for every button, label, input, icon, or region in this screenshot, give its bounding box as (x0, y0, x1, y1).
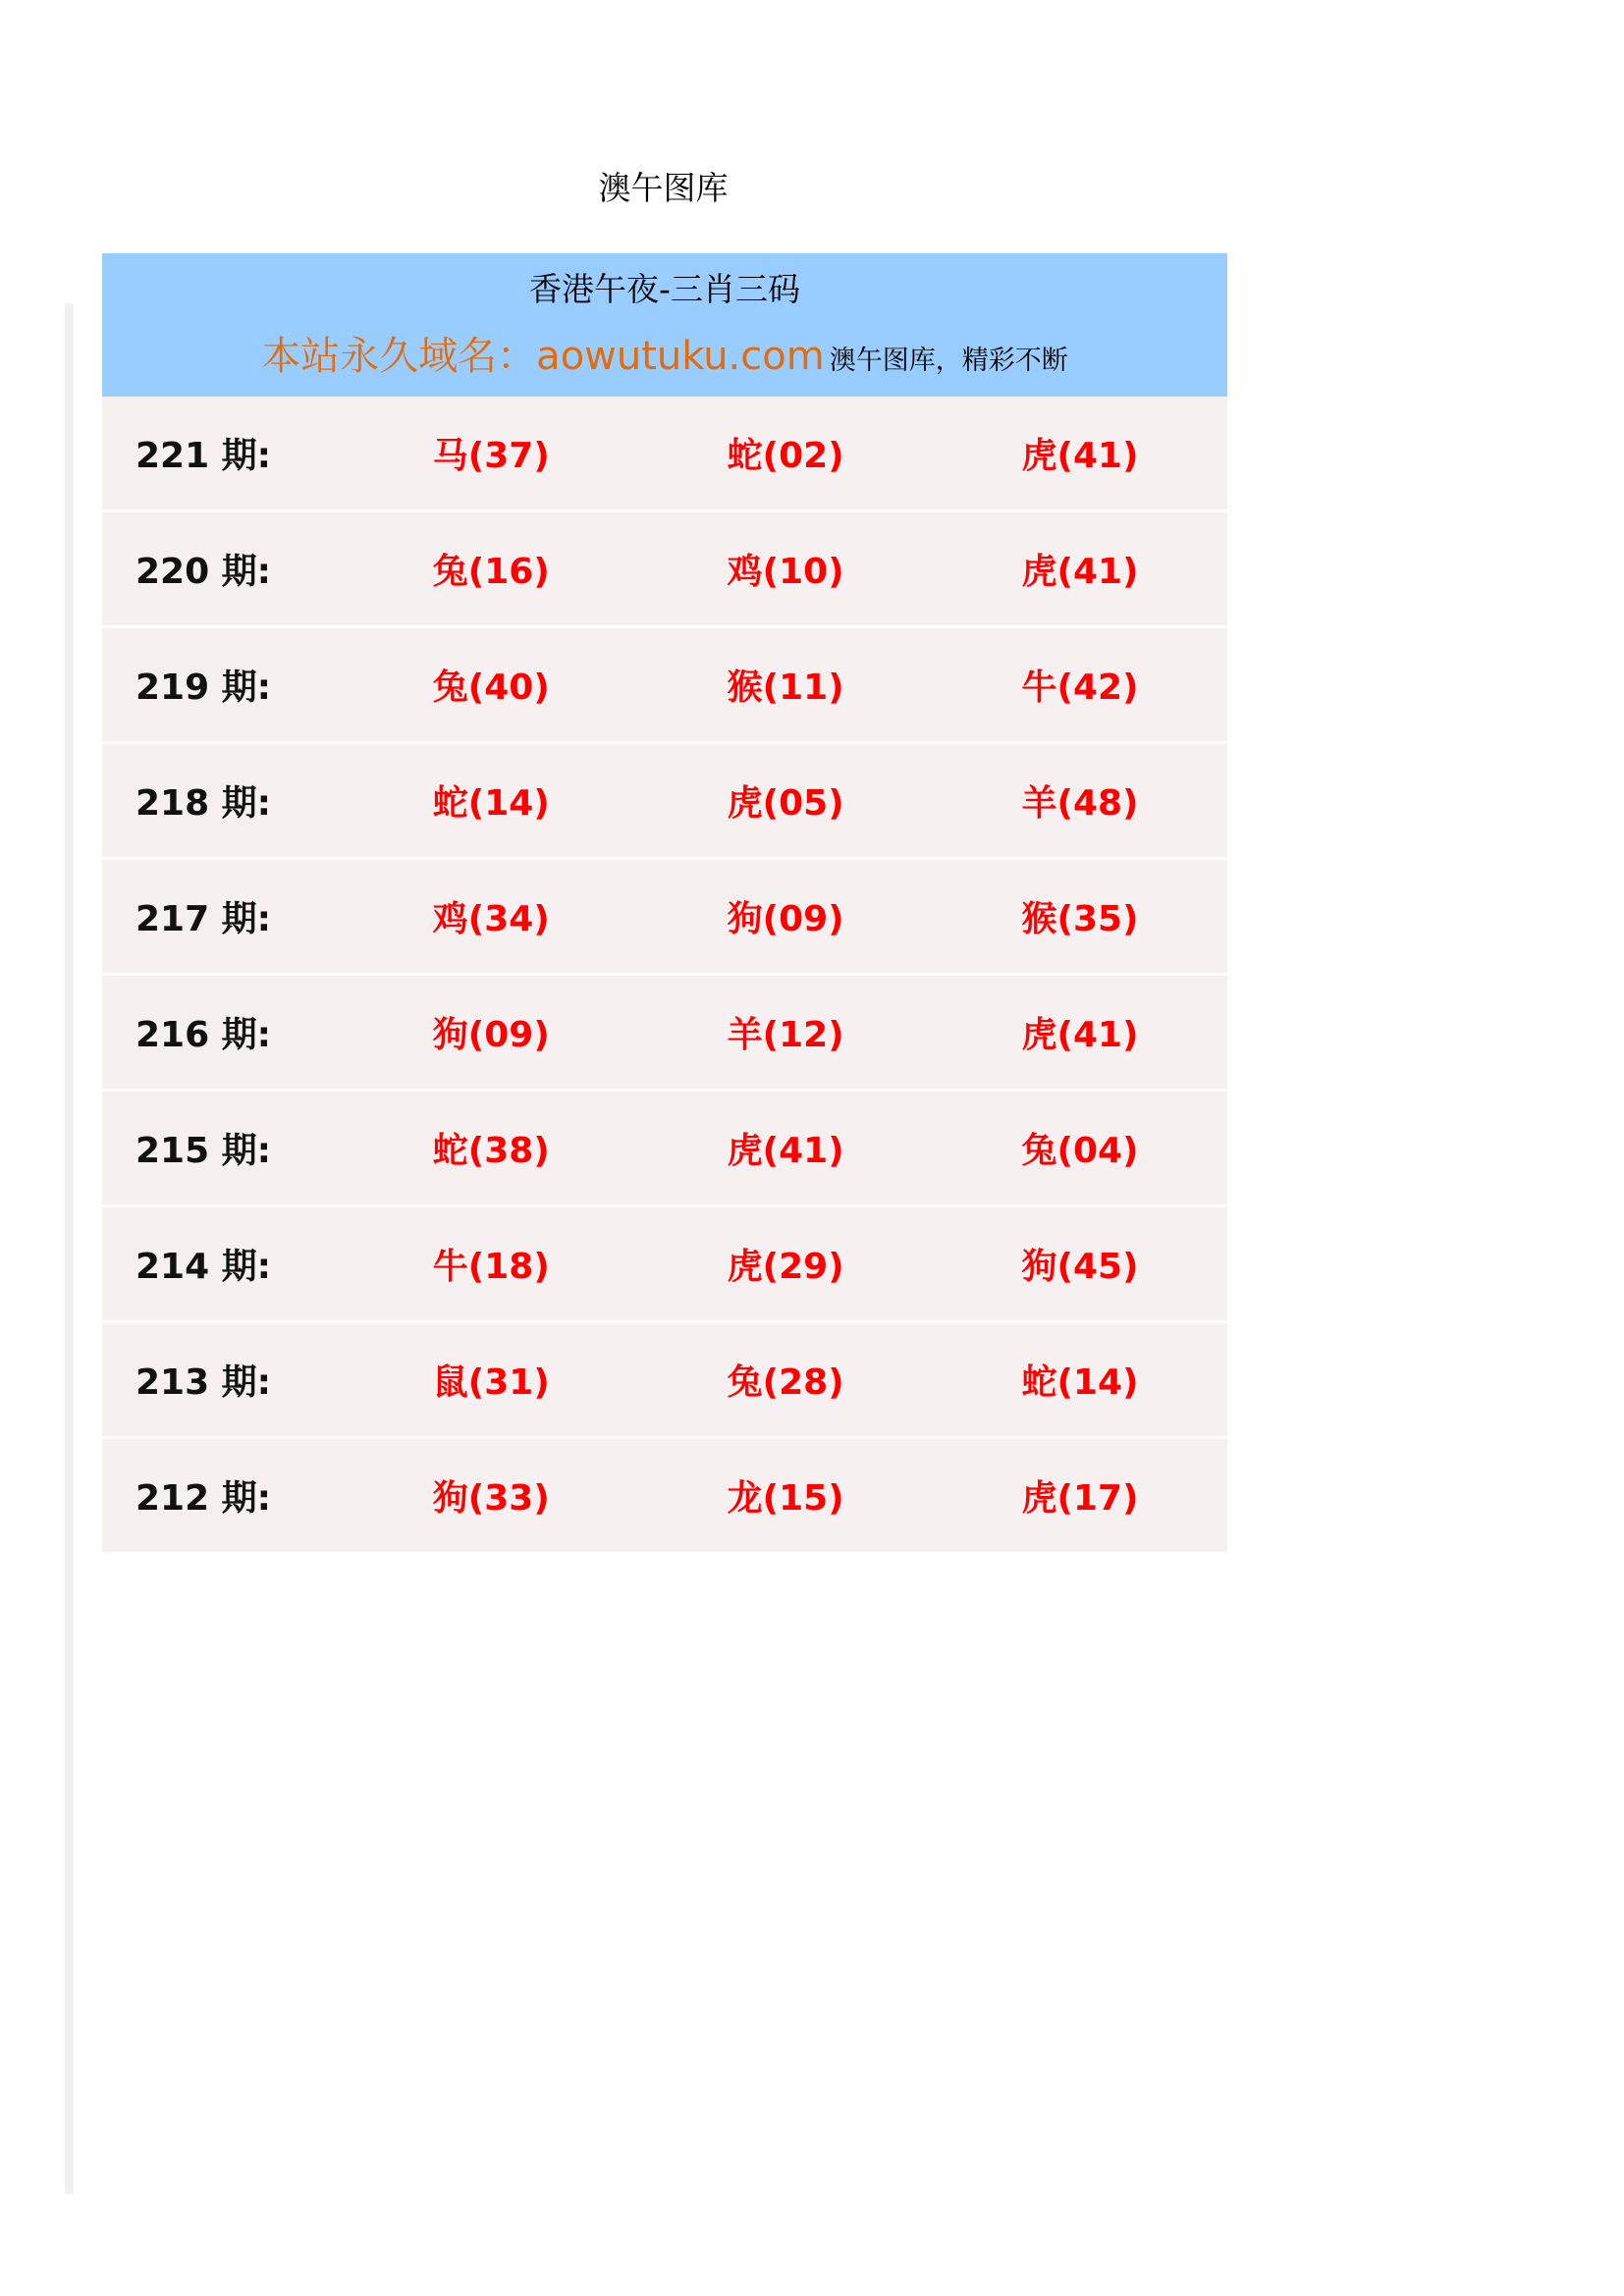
pick-3: 牛(42) (1021, 667, 1139, 708)
table-row (102, 1092, 1227, 1207)
sheet-title: 香港午夜-三肖三码 (529, 270, 800, 308)
period-label: 221 期: (135, 436, 272, 476)
side-rule (65, 303, 74, 2194)
pick-1: 兔(40) (432, 667, 550, 708)
results-table (102, 397, 1227, 1555)
table-row (102, 744, 1227, 860)
table-row (102, 976, 1227, 1092)
period-label: 218 期: (135, 783, 272, 824)
pick-1: 兔(16) (432, 552, 550, 592)
pick-2: 猴(11) (727, 667, 844, 708)
period-label: 214 期: (135, 1247, 272, 1287)
period-label: 216 期: (135, 1015, 272, 1055)
pick-2: 兔(28) (727, 1362, 844, 1403)
period-label: 215 期: (135, 1131, 272, 1171)
pick-2: 狗(09) (727, 899, 844, 939)
pick-1: 蛇(14) (432, 783, 550, 824)
period-label: 220 期: (135, 552, 272, 592)
period-label: 212 期: (135, 1478, 272, 1519)
table-row (102, 1439, 1227, 1555)
pick-3: 虎(41) (1021, 552, 1139, 592)
pick-1: 蛇(38) (432, 1131, 550, 1171)
pick-2: 虎(41) (727, 1131, 844, 1171)
pick-2: 蛇(02) (727, 436, 844, 476)
pick-3: 虎(41) (1021, 436, 1139, 476)
period-label: 213 期: (135, 1362, 272, 1403)
pick-2: 鸡(10) (727, 552, 844, 592)
period-label: 217 期: (135, 899, 272, 939)
pick-1: 马(37) (432, 436, 550, 476)
pick-1: 狗(09) (432, 1015, 550, 1055)
domain-text: 本站永久域名：aowutuku.com (261, 334, 825, 379)
pick-2: 虎(05) (727, 783, 844, 824)
pick-2: 龙(15) (727, 1478, 844, 1519)
slogan-text: 澳午图库，精彩不断 (829, 346, 1068, 376)
domain-line (102, 332, 1227, 389)
pick-2: 羊(12) (727, 1015, 844, 1055)
pick-3: 兔(04) (1021, 1131, 1139, 1171)
table-row (102, 1207, 1227, 1323)
pick-3: 狗(45) (1021, 1247, 1139, 1287)
pick-3: 羊(48) (1021, 783, 1139, 824)
period-label: 219 期: (135, 667, 272, 708)
pick-1: 鼠(31) (432, 1362, 550, 1403)
pick-3: 虎(17) (1021, 1478, 1139, 1519)
results-sheet (102, 253, 1227, 1555)
pick-1: 鸡(34) (432, 899, 550, 939)
pick-1: 牛(18) (432, 1247, 550, 1287)
pick-2: 虎(29) (727, 1247, 844, 1287)
pick-1: 狗(33) (432, 1478, 550, 1519)
table-row (102, 860, 1227, 976)
pick-3: 虎(41) (1021, 1015, 1139, 1055)
table-row (102, 397, 1227, 512)
pick-3: 猴(35) (1021, 899, 1139, 939)
sheet-header (102, 253, 1227, 397)
table-row (102, 1323, 1227, 1439)
table-row (102, 512, 1227, 628)
table-row (102, 628, 1227, 744)
pick-3: 蛇(14) (1021, 1362, 1139, 1403)
page-title: 澳午图库 (598, 169, 729, 207)
